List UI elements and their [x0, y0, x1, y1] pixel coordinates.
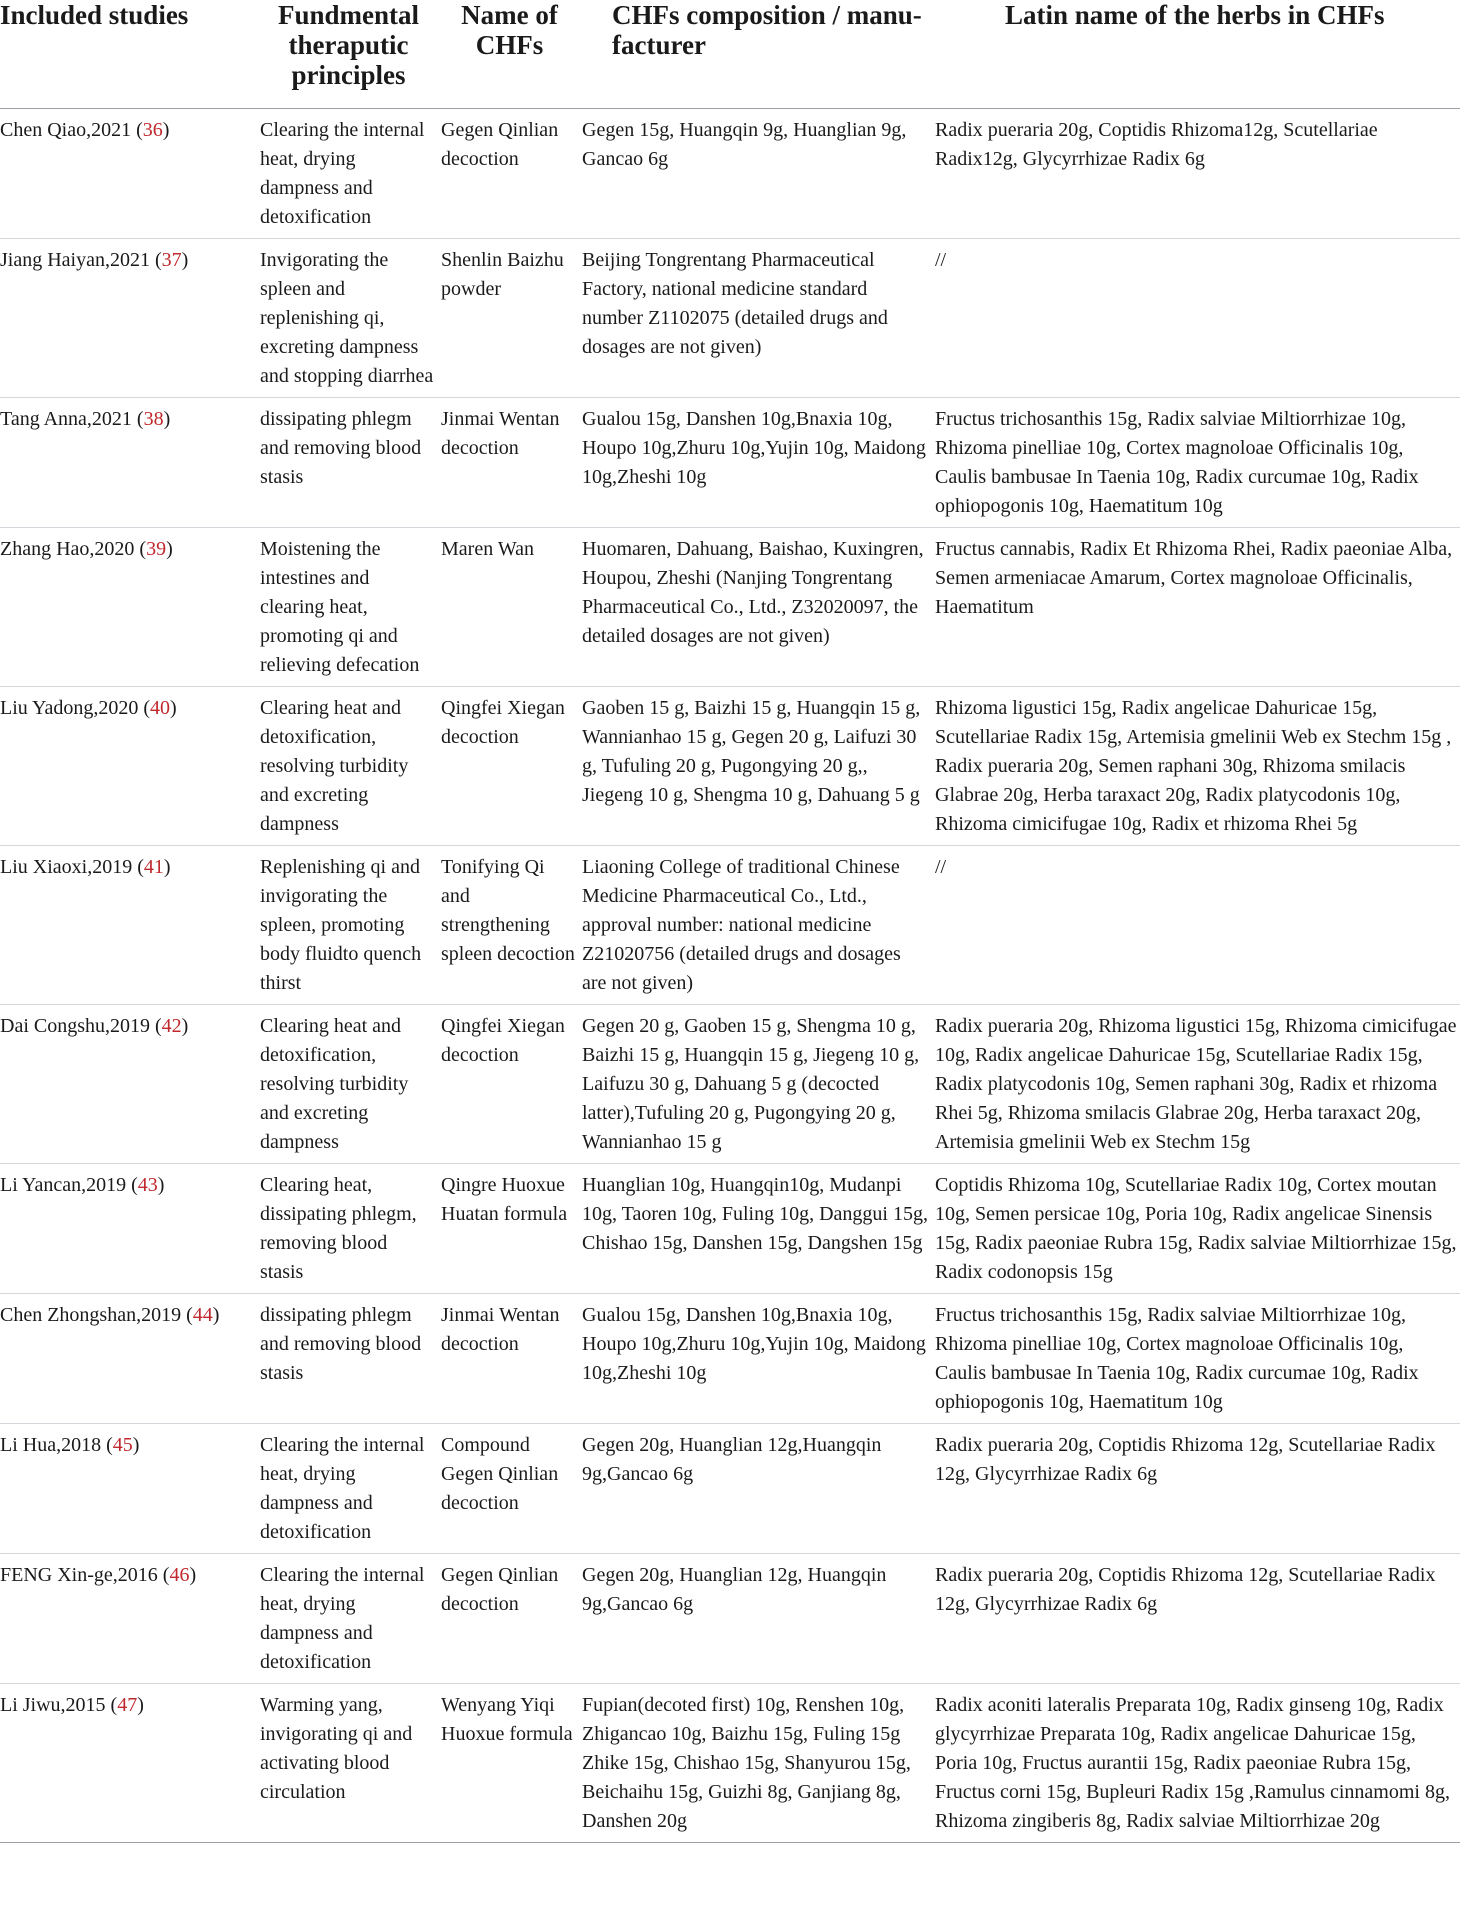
study-label: Dai Congshu,2019 ( — [0, 1015, 162, 1037]
principles-cell: dissipating phlegm and removing blood stasis — [260, 1294, 441, 1424]
table-row — [0, 1554, 1460, 1684]
reference-close-paren: ) — [170, 697, 177, 719]
study-cell — [0, 1294, 260, 1424]
study-cell — [0, 687, 260, 846]
reference-link[interactable]: 46 — [169, 1564, 190, 1586]
composition-cell: Fupian(decoted first) 10g, Renshen 10g, Zhigancao 10g, Baizhu 15g, Fuling 15g Zhike 15g, Chishao 15g, Shanyurou 15g, Beichaihu 15g, Guizhi 8g, Ganjiang 8g, Danshen 20g — [582, 1684, 935, 1843]
chf-name-cell: Qingre Huoxue Huatan formula — [441, 1164, 582, 1294]
reference-close-paren: ) — [163, 408, 171, 430]
table-row — [0, 1684, 1460, 1843]
reference-close-paren: ) — [137, 1694, 144, 1716]
reference-link[interactable]: 39 — [146, 538, 167, 560]
table-row — [0, 528, 1460, 687]
reference-close-paren: ) — [181, 249, 189, 271]
reference-link[interactable]: 38 — [143, 408, 164, 430]
chf-name-cell: Tonifying Qi and strengthening spleen decoction — [441, 846, 582, 1005]
principles-cell: Clearing the internal heat, drying dampness and detoxification — [260, 109, 441, 239]
reference-link[interactable]: 44 — [192, 1304, 213, 1326]
principles-cell: Invigorating the spleen and replenishing qi, excreting dampness and stopping diarrhea — [260, 239, 441, 398]
study-label: Li Hua,2018 ( — [0, 1434, 113, 1456]
study-label: Liu Yadong,2020 ( — [0, 697, 151, 719]
table-row — [0, 1424, 1460, 1554]
composition-cell: Gualou 15g, Danshen 10g,Bnaxia 10g, Houpo 10g,Zhuru 10g,Yujin 10g, Maidong 10g,Zheshi 10g — [582, 1294, 935, 1424]
header-principles: Fundmental theraputic principles — [260, 0, 441, 109]
study-cell — [0, 846, 260, 1005]
header-included-studies: Included studies — [0, 0, 260, 109]
study-cell — [0, 1554, 260, 1684]
table-row — [0, 846, 1460, 1005]
reference-close-paren: ) — [212, 1304, 220, 1326]
study-label: Jiang Haiyan,2021 ( — [0, 249, 162, 271]
chf-name-cell: Jinmai Wentan decoction — [441, 1294, 582, 1424]
study-label: Liu Xiaoxi,2019 ( — [0, 856, 144, 878]
reference-link[interactable]: 40 — [150, 697, 171, 719]
study-cell — [0, 239, 260, 398]
table-body — [0, 109, 1460, 1843]
chf-name-cell: Maren Wan — [441, 528, 582, 687]
latin-name-cell: // — [935, 239, 1460, 398]
principles-cell: Clearing heat and detoxification, resolving turbidity and excreting dampness — [260, 1005, 441, 1164]
reference-close-paren: ) — [189, 1564, 197, 1586]
study-cell — [0, 398, 260, 528]
chf-name-cell: Jinmai Wentan decoction — [441, 398, 582, 528]
reference-close-paren: ) — [166, 538, 173, 560]
latin-name-cell: Coptidis Rhizoma 10g, Scutellariae Radix 10g, Cortex moutan 10g, Semen persicae 10g, Poria 10g, Radix angelicae Sinensis 15g, Radix paeoniae Rubra 15g, Radix salviae Miltiorrhizae 15g, Radix codonopsis 15g — [935, 1164, 1460, 1294]
composition-cell: Gegen 20 g, Gaoben 15 g, Shengma 10 g, Baizhi 15 g, Huangqin 15 g, Jiegeng 10 g, Laifuzu 30 g, Dahuang 5 g (decocted latter),Tufuling 20 g, Pugongying 20 g, Wannianhao 15 g — [582, 1005, 935, 1164]
header-composition: CHFs composition / manu- facturer — [582, 0, 935, 109]
latin-name-cell: Radix aconiti lateralis Preparata 10g, Radix ginseng 10g, Radix glycyrrhizae Preparata 10g, Radix angelicae Dahuricae 15g, Poria 10g, Fructus aurantii 15g, Radix paeoniae Rubra 15g, Fructus corni 15g, Bupleuri Radix 15g ,Ramulus cinnamomi 8g, Rhizoma zingiberis 8g, Radix salviae Miltiorrhizae 20g — [935, 1684, 1460, 1843]
study-label: Chen Qiao,2021 ( — [0, 119, 143, 141]
reference-link[interactable]: 36 — [142, 119, 163, 141]
principles-cell: Replenishing qi and invigorating the spleen, promoting body fluidto quench thirst — [260, 846, 441, 1005]
reference-close-paren: ) — [163, 856, 171, 878]
composition-cell: Beijing Tongrentang Pharmaceutical Factory, national medicine standard number Z1102075 (detailed drugs and dosages are not given) — [582, 239, 935, 398]
composition-cell: Gegen 15g, Huangqin 9g, Huanglian 9g, Gancao 6g — [582, 109, 935, 239]
chf-name-cell: Wenyang Yiqi Huoxue formula — [441, 1684, 582, 1843]
latin-name-cell: Radix pueraria 20g, Coptidis Rhizoma 12g, Scutellariae Radix 12g, Glycyrrhizae Radix 6g — [935, 1554, 1460, 1684]
study-label: FENG Xin-ge,2016 ( — [0, 1564, 170, 1586]
reference-link[interactable]: 41 — [143, 856, 164, 878]
chf-name-cell: Compound Gegen Qinlian decoction — [441, 1424, 582, 1554]
composition-cell: Huomaren, Dahuang, Baishao, Kuxingren, Houpou, Zheshi (Nanjing Tongrentang Pharmaceutical Co., Ltd., Z32020097, the detailed dosages are not given) — [582, 528, 935, 687]
study-label: Chen Zhongshan,2019 ( — [0, 1304, 193, 1326]
principles-cell: Moistening the intestines and clearing heat, promoting qi and relieving defecation — [260, 528, 441, 687]
reference-link[interactable]: 47 — [117, 1694, 138, 1716]
latin-name-cell: // — [935, 846, 1460, 1005]
table-row — [0, 109, 1460, 239]
composition-cell: Gegen 20g, Huanglian 12g,Huangqin 9g,Gancao 6g — [582, 1424, 935, 1554]
header-chf-name: Name of CHFs — [441, 0, 582, 109]
principles-cell: Clearing the internal heat, drying dampness and detoxification — [260, 1554, 441, 1684]
study-label: Tang Anna,2021 ( — [0, 408, 144, 430]
composition-cell: Gaoben 15 g, Baizhi 15 g, Huangqin 15 g, Wannianhao 15 g, Gegen 20 g, Laifuzi 30 g, Tufuling 20 g, Pugongying 20 g,, Jiegeng 10 g, Shengma 10 g, Dahuang 5 g — [582, 687, 935, 846]
reference-close-paren: ) — [157, 1174, 165, 1196]
study-label: Zhang Hao,2020 ( — [0, 538, 147, 560]
table-header — [0, 0, 1460, 109]
reference-close-paren: ) — [132, 1434, 140, 1456]
table-row — [0, 398, 1460, 528]
study-label: Li Jiwu,2015 ( — [0, 1694, 118, 1716]
principles-cell: Clearing the internal heat, drying dampness and detoxification — [260, 1424, 441, 1554]
composition-cell: Gegen 20g, Huanglian 12g, Huangqin 9g,Gancao 6g — [582, 1554, 935, 1684]
study-label: Li Yancan,2019 ( — [0, 1174, 138, 1196]
latin-name-cell: Fructus trichosanthis 15g, Radix salviae Miltiorrhizae 10g, Rhizoma pinelliae 10g, Cortex magnoloae Officinalis 10g, Caulis bambusae In Taenia 10g, Radix curcumae 10g, Radix ophiopogonis 10g, Haematitum 10g — [935, 1294, 1460, 1424]
study-cell — [0, 1164, 260, 1294]
study-cell — [0, 1424, 260, 1554]
table-row — [0, 239, 1460, 398]
chf-name-cell: Gegen Qinlian decoction — [441, 1554, 582, 1684]
principles-cell: Clearing heat and detoxification, resolving turbidity and excreting dampness — [260, 687, 441, 846]
principles-cell: Warming yang, invigorating qi and activating blood circulation — [260, 1684, 441, 1843]
reference-close-paren: ) — [162, 119, 170, 141]
composition-cell: Huanglian 10g, Huangqin10g, Mudanpi 10g, Taoren 10g, Fuling 10g, Danggui 15g, Chishao 15g, Danshen 15g, Dangshen 15g — [582, 1164, 935, 1294]
reference-link[interactable]: 43 — [137, 1174, 158, 1196]
principles-cell: Clearing heat, dissipating phlegm, removing blood stasis — [260, 1164, 441, 1294]
latin-name-cell: Fructus trichosanthis 15g, Radix salviae Miltiorrhizae 10g, Rhizoma pinelliae 10g, Cortex magnoloae Officinalis 10g, Caulis bambusae In Taenia 10g, Radix curcumae 10g, Radix ophiopogonis 10g, Haematitum 10g — [935, 398, 1460, 528]
table-row — [0, 687, 1460, 846]
table-row — [0, 1005, 1460, 1164]
chf-name-cell: Gegen Qinlian decoction — [441, 109, 582, 239]
latin-name-cell: Radix pueraria 20g, Coptidis Rhizoma 12g, Scutellariae Radix 12g, Glycyrrhizae Radix 6g — [935, 1424, 1460, 1554]
study-cell — [0, 1684, 260, 1843]
reference-close-paren: ) — [181, 1015, 189, 1037]
study-cell — [0, 1005, 260, 1164]
study-cell — [0, 109, 260, 239]
reference-link[interactable]: 42 — [161, 1015, 182, 1037]
composition-cell: Liaoning College of traditional Chinese Medicine Pharmaceutical Co., Ltd., approval number: national medicine Z21020756 (detailed drugs and dosages are not given) — [582, 846, 935, 1005]
table-row — [0, 1294, 1460, 1424]
latin-name-cell: Rhizoma ligustici 15g, Radix angelicae Dahuricae 15g, Scutellariae Radix 15g, Artemisia gmelinii Web ex Stechm 15g , Radix pueraria 20g, Semen raphani 30g, Rhizoma smilacis Glabrae 20g, Herba taraxact 20g, Radix platycodonis 10g, Rhizoma cimicifugae 10g, Radix et rhizoma Rhei 5g — [935, 687, 1460, 846]
latin-name-cell: Fructus cannabis, Radix Et Rhizoma Rhei, Radix paeoniae Alba, Semen armeniacae Amarum, Cortex magnoloae Officinalis, Haematitum — [935, 528, 1460, 687]
header-row — [0, 0, 1460, 109]
principles-cell: dissipating phlegm and removing blood stasis — [260, 398, 441, 528]
latin-name-cell: Radix pueraria 20g, Rhizoma ligustici 15g, Rhizoma cimicifugae 10g, Radix angelicae Dahuricae 15g, Scutellariae Radix 15g, Radix platycodonis 10g, Semen raphani 30g, Radix et rhizoma Rhei 5g, Rhizoma smilacis Glabrae 20g, Herba taraxact 20g, Artemisia gmelinii Web ex Stechm 15g — [935, 1005, 1460, 1164]
study-cell — [0, 528, 260, 687]
composition-cell: Gualou 15g, Danshen 10g,Bnaxia 10g, Houpo 10g,Zhuru 10g,Yujin 10g, Maidong 10g,Zheshi 10g — [582, 398, 935, 528]
latin-name-cell: Radix pueraria 20g, Coptidis Rhizoma12g, Scutellariae Radix12g, Glycyrrhizae Radix 6g — [935, 109, 1460, 239]
chf-name-cell: Qingfei Xiegan decoction — [441, 1005, 582, 1164]
reference-link[interactable]: 45 — [112, 1434, 133, 1456]
header-latin-name: Latin name of the herbs in CHFs — [935, 0, 1460, 109]
chf-name-cell: Shenlin Baizhu powder — [441, 239, 582, 398]
chf-name-cell: Qingfei Xiegan decoction — [441, 687, 582, 846]
reference-link[interactable]: 37 — [161, 249, 182, 271]
table-row — [0, 1164, 1460, 1294]
